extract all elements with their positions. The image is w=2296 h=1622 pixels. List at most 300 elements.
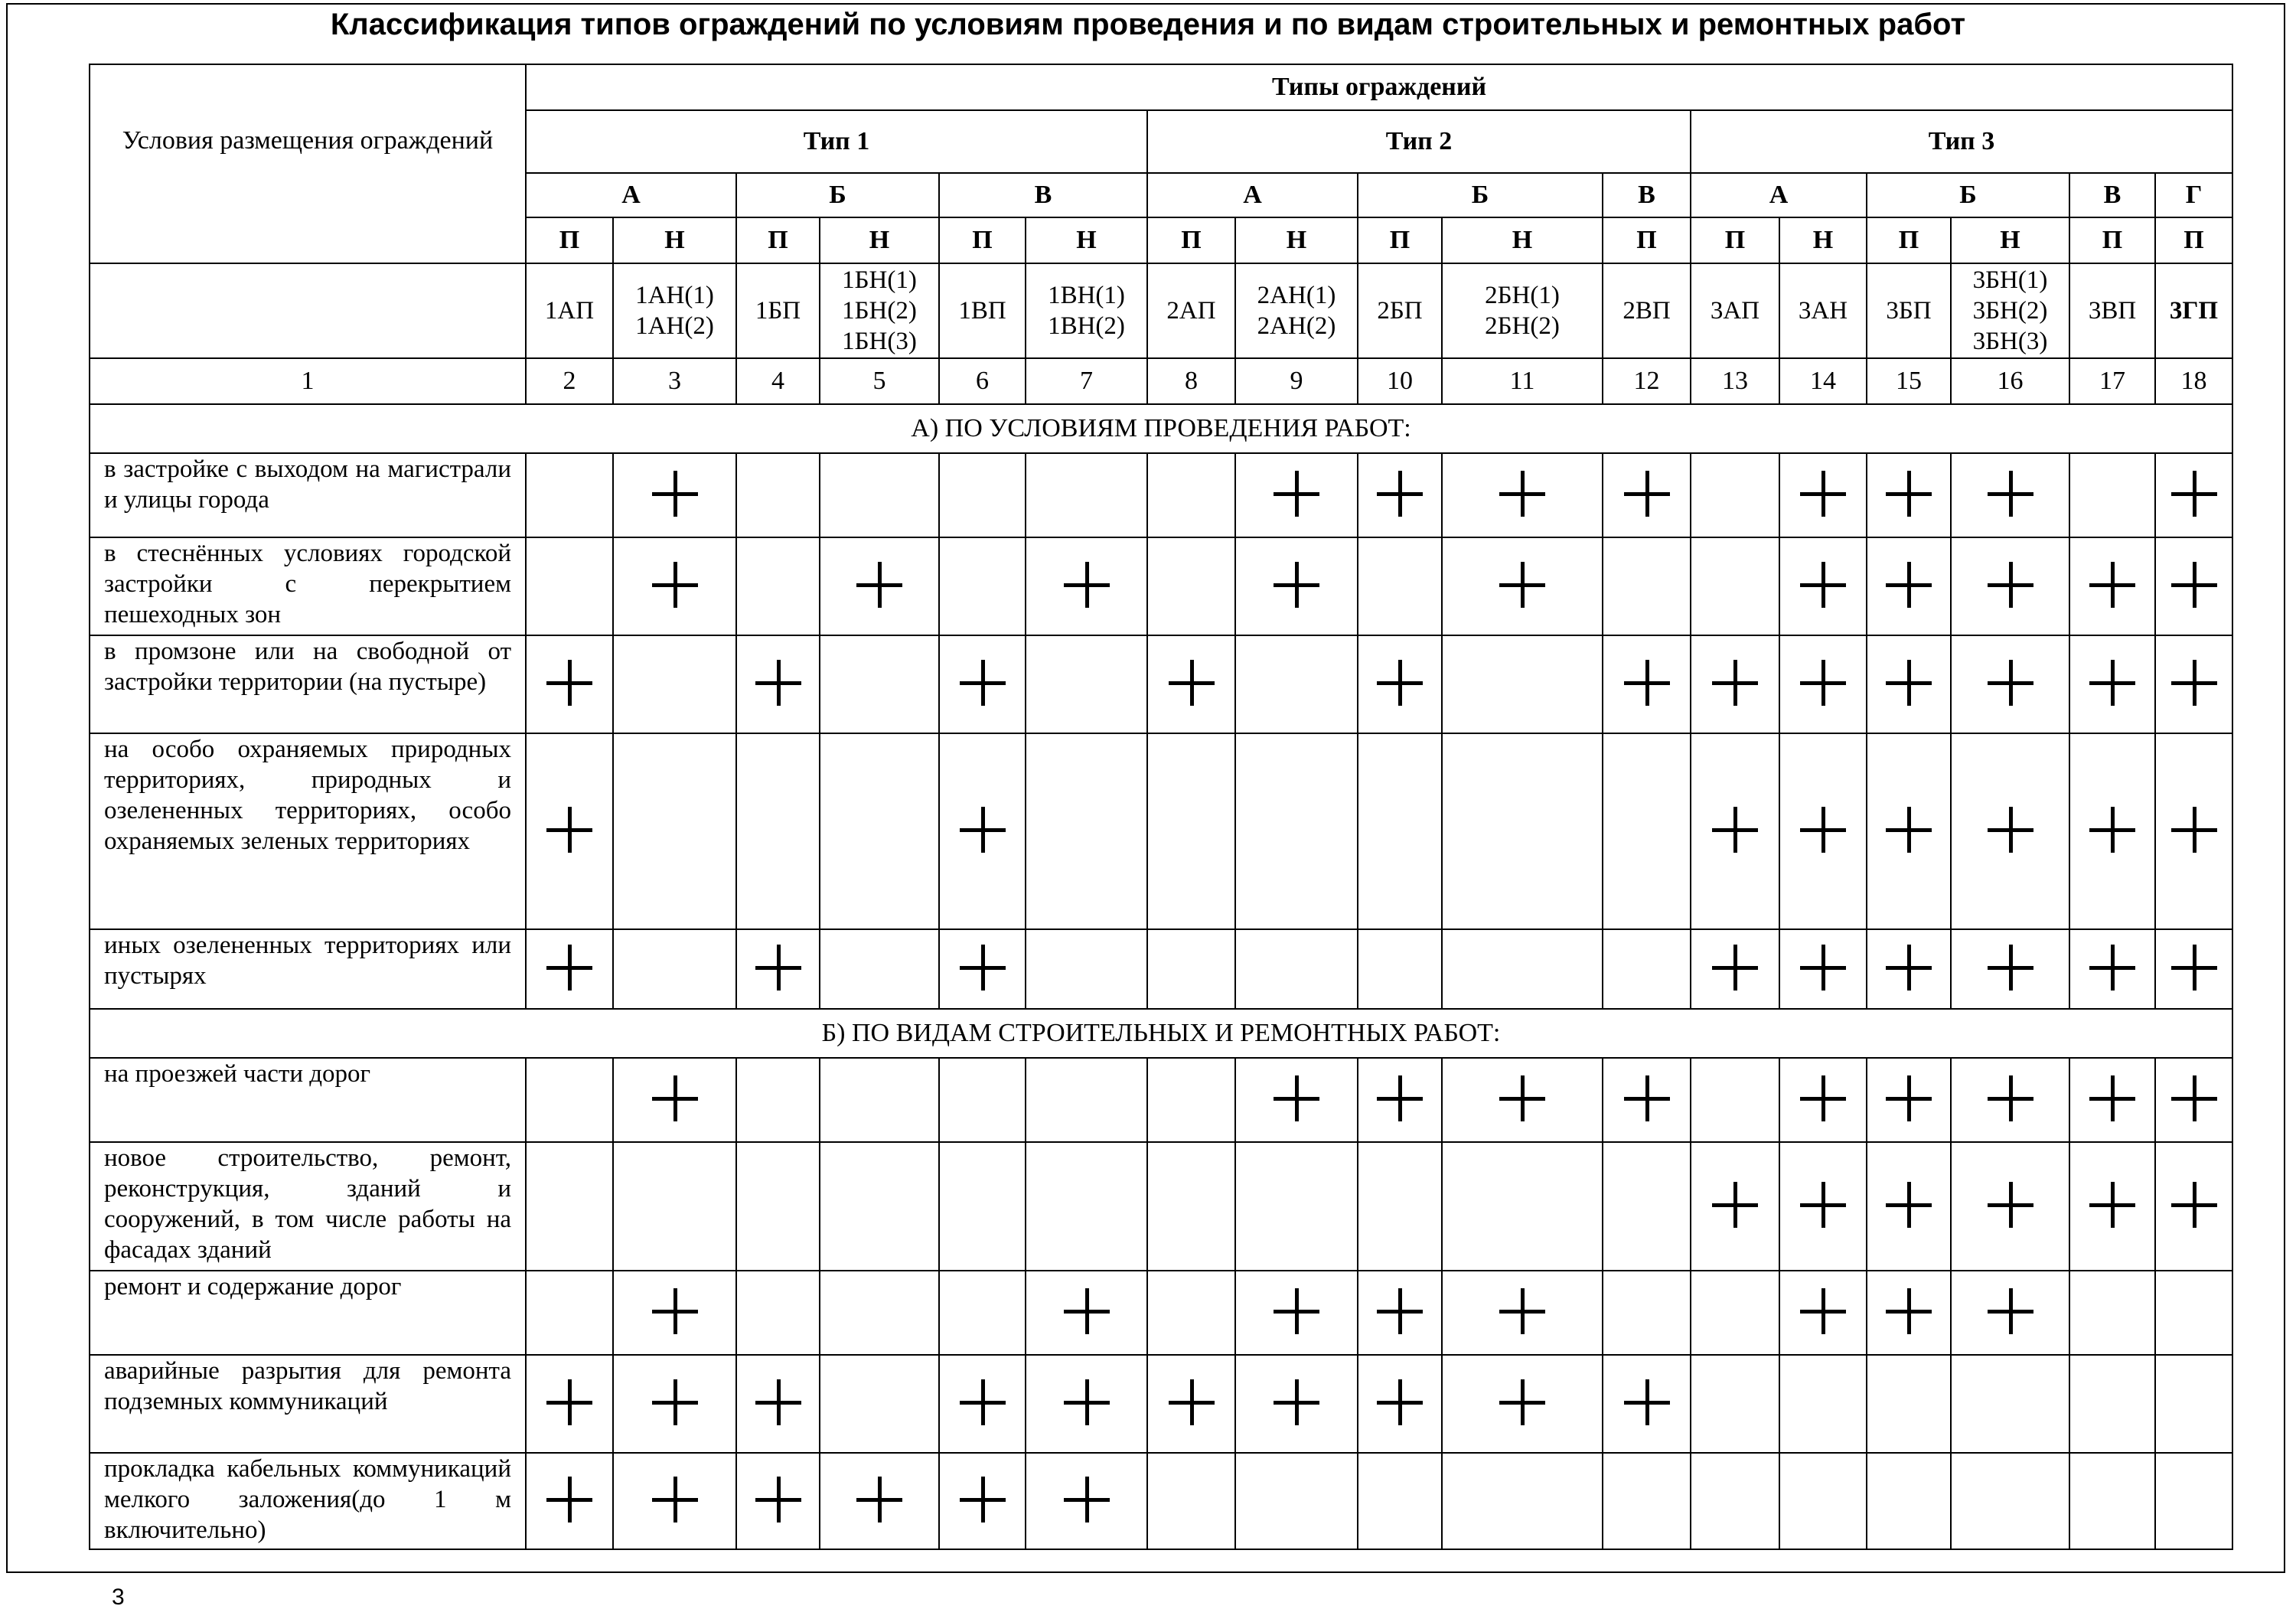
empty-cell [1603,1271,1691,1355]
plus-mark-cell [939,1355,1026,1453]
pn-header: П [1603,217,1691,263]
plus-mark-cell [2155,1058,2232,1142]
empty-cell [526,537,613,635]
plus-mark-cell [613,1453,736,1549]
column-number: 14 [1779,358,1867,404]
plus-icon [1712,660,1758,706]
plus-mark-cell [1691,929,1779,1009]
plus-mark-cell [2155,635,2232,733]
empty-cell [736,453,820,537]
plus-icon [755,660,801,706]
section-title: Б) ПО ВИДАМ СТРОИТЕЛЬНЫХ И РЕМОНТНЫХ РАБОТ: [90,1009,2232,1058]
plus-icon [1712,945,1758,990]
empty-cell [939,1142,1026,1271]
empty-cell [2155,1453,2232,1549]
pn-header: П [736,217,820,263]
plus-mark-cell [613,1058,736,1142]
plus-mark-cell [1951,929,2069,1009]
plus-icon [1064,1288,1110,1334]
plus-mark-cell [2155,929,2232,1009]
column-number: 8 [1147,358,1235,404]
plus-icon [1499,562,1545,608]
plus-mark-cell [820,537,939,635]
plus-icon [2089,807,2135,853]
table-row [90,929,2232,1009]
plus-mark-cell [736,929,820,1009]
empty-cell [1147,1058,1235,1142]
empty-cell [1867,1453,1951,1549]
column-number: 9 [1235,358,1358,404]
empty-cell [736,1142,820,1271]
empty-cell [2069,1453,2155,1549]
empty-cell [820,1058,939,1142]
empty-cell [1235,929,1358,1009]
empty-cell [820,929,939,1009]
subtype-1v: В [939,173,1147,217]
fence-code: 3БП [1867,263,1951,358]
pn-header: П [939,217,1026,263]
empty-cell [1691,453,1779,537]
fence-code: 2ВП [1603,263,1691,358]
table-row [90,537,2232,635]
empty-cell [1442,1453,1603,1549]
plus-icon [1377,1288,1423,1334]
plus-icon [1624,1075,1670,1121]
plus-icon [652,562,698,608]
plus-icon [1377,660,1423,706]
plus-mark-cell [613,1355,736,1453]
condition-label: на проезжей части дорог [90,1058,526,1142]
plus-mark-cell [1235,1058,1358,1142]
subtype-3g: Г [2155,173,2232,217]
empty-cell [2069,1271,2155,1355]
plus-icon [2171,807,2217,853]
empty-cell [2155,1271,2232,1355]
plus-mark-cell [1951,1271,2069,1355]
empty-cell [1691,1453,1779,1549]
plus-icon [1800,945,1846,990]
plus-icon [1064,1477,1110,1522]
plus-mark-cell [820,1453,939,1549]
empty-cell [2069,1355,2155,1453]
table-row [90,1453,2232,1549]
fence-code: 1БН(1) 1БН(2) 1БН(3) [820,263,939,358]
plus-icon [1886,1288,1932,1334]
column-number: 6 [939,358,1026,404]
plus-icon [1274,1379,1319,1425]
plus-icon [1800,660,1846,706]
pn-header: Н [1235,217,1358,263]
column-number: 12 [1603,358,1691,404]
plus-icon [1988,562,2033,608]
empty-cell [820,635,939,733]
plus-icon [1712,807,1758,853]
empty-cell [2069,453,2155,537]
plus-mark-cell [1358,1058,1442,1142]
empty-cell [1026,453,1147,537]
page-number: 3 [112,1584,125,1610]
empty-cell [1951,1453,2069,1549]
plus-mark-cell [1691,733,1779,929]
plus-icon [1274,1288,1319,1334]
empty-cell [1147,453,1235,537]
fence-code: 2АН(1) 2АН(2) [1235,263,1358,358]
plus-mark-cell [1235,537,1358,635]
plus-mark-cell [1779,635,1867,733]
type-3-header: Тип 3 [1691,110,2232,173]
plus-icon [960,1379,1006,1425]
table-row [90,1142,2232,1271]
empty-cell [1235,1453,1358,1549]
plus-icon [1064,1379,1110,1425]
plus-icon [1499,1379,1545,1425]
empty-cell [613,929,736,1009]
plus-mark-cell [1867,1142,1951,1271]
empty-cell [1358,537,1442,635]
empty-cell [820,1142,939,1271]
column-number: 5 [820,358,939,404]
plus-mark-cell [1867,453,1951,537]
plus-mark-cell [1867,1271,1951,1355]
plus-mark-cell [1358,1355,1442,1453]
plus-mark-cell [1026,1453,1147,1549]
empty-cell [1235,1142,1358,1271]
empty-cell [1235,733,1358,929]
pn-header: Н [820,217,939,263]
plus-mark-cell [526,635,613,733]
plus-mark-cell [1147,635,1235,733]
column-number: 2 [526,358,613,404]
plus-icon [2089,660,2135,706]
plus-mark-cell [2069,1142,2155,1271]
fence-code: 3АН [1779,263,1867,358]
plus-icon [1886,945,1932,990]
plus-mark-cell [1358,453,1442,537]
plus-icon [1800,807,1846,853]
fence-code: 1ВН(1) 1ВН(2) [1026,263,1147,358]
plus-icon [546,660,592,706]
plus-icon [2171,660,2217,706]
table-row [90,1271,2232,1355]
plus-icon [1988,945,2033,990]
plus-mark-cell [939,733,1026,929]
fence-code: 1ВП [939,263,1026,358]
empty-cell [526,1142,613,1271]
plus-icon [960,945,1006,990]
plus-icon [1499,1288,1545,1334]
plus-mark-cell [1603,1058,1691,1142]
plus-icon [1886,471,1932,517]
table-row [90,1355,2232,1453]
plus-mark-cell [1951,635,2069,733]
plus-icon [1988,1075,2033,1121]
plus-mark-cell [1691,1142,1779,1271]
plus-mark-cell [613,537,736,635]
pn-header: Н [1442,217,1603,263]
plus-mark-cell [1358,1271,1442,1355]
plus-mark-cell [1867,537,1951,635]
empty-cell [939,537,1026,635]
plus-icon [1886,660,1932,706]
empty-cell [1442,635,1603,733]
plus-icon [1886,562,1932,608]
column-number: 10 [1358,358,1442,404]
empty-cell [1147,1453,1235,1549]
empty-cell [1603,929,1691,1009]
plus-mark-cell [526,733,613,929]
empty-cell [1603,1142,1691,1271]
empty-cell [939,453,1026,537]
column-number: 3 [613,358,736,404]
plus-mark-cell [613,1271,736,1355]
empty-cell [1235,635,1358,733]
plus-icon [546,807,592,853]
empty-cell [1026,1142,1147,1271]
table-row [90,635,2232,733]
plus-icon [2171,1182,2217,1228]
empty-cell [2155,1355,2232,1453]
plus-icon [1886,1075,1932,1121]
pn-header: П [1147,217,1235,263]
column-number: 17 [2069,358,2155,404]
plus-icon [856,562,902,608]
empty-cell [1951,1355,2069,1453]
column-number: 18 [2155,358,2232,404]
empty-cell [1603,733,1691,929]
plus-icon [2171,562,2217,608]
empty-cell [1026,1058,1147,1142]
fence-code: 1АП [526,263,613,358]
plus-icon [1988,1182,2033,1228]
empty-cell [526,1271,613,1355]
empty-cell [1358,733,1442,929]
pn-header: Н [613,217,736,263]
classification-table [89,64,2233,1550]
plus-mark-cell [1779,537,1867,635]
subtype-2a: А [1147,173,1358,217]
empty-cell [1026,635,1147,733]
subtype-3v: В [2069,173,2155,217]
plus-mark-cell [1779,1271,1867,1355]
plus-mark-cell [2069,733,2155,929]
plus-mark-cell [1867,929,1951,1009]
pn-header: Н [1779,217,1867,263]
plus-mark-cell [1442,537,1603,635]
empty-cell [1779,1355,1867,1453]
plus-mark-cell [1235,1271,1358,1355]
code-cell-empty [90,263,526,358]
plus-mark-cell [526,1453,613,1549]
plus-icon [1800,1288,1846,1334]
subtype-2v: В [1603,173,1691,217]
plus-mark-cell [939,1453,1026,1549]
subtype-3b: Б [1867,173,2069,217]
plus-icon [1274,1075,1319,1121]
plus-mark-cell [736,1355,820,1453]
plus-icon [2171,945,2217,990]
plus-icon [1624,471,1670,517]
plus-mark-cell [1951,1142,2069,1271]
plus-icon [1499,1075,1545,1121]
column-number: 1 [90,358,526,404]
plus-icon [1377,1075,1423,1121]
plus-icon [1064,562,1110,608]
plus-mark-cell [2069,635,2155,733]
plus-mark-cell [2155,537,2232,635]
plus-mark-cell [1867,1058,1951,1142]
plus-mark-cell [736,1453,820,1549]
empty-cell [1442,733,1603,929]
pn-header: Н [1026,217,1147,263]
empty-cell [939,1271,1026,1355]
plus-icon [2089,1182,2135,1228]
type-2-header: Тип 2 [1147,110,1691,173]
subtype-1a: А [526,173,736,217]
plus-mark-cell [1235,1355,1358,1453]
plus-icon [1800,1182,1846,1228]
plus-mark-cell [1026,1271,1147,1355]
empty-cell [613,1142,736,1271]
plus-icon [2089,562,2135,608]
fence-code: 1БП [736,263,820,358]
empty-cell [1358,929,1442,1009]
table-row [90,733,2232,929]
plus-icon [960,660,1006,706]
plus-mark-cell [1867,635,1951,733]
plus-mark-cell [1026,1355,1147,1453]
subtype-2b: Б [1358,173,1603,217]
plus-mark-cell [1691,635,1779,733]
plus-icon [1377,471,1423,517]
plus-mark-cell [1235,453,1358,537]
plus-mark-cell [526,929,613,1009]
empty-cell [1691,1271,1779,1355]
pn-header: П [2155,217,2232,263]
empty-cell [736,1271,820,1355]
plus-icon [1800,1075,1846,1121]
table-row [90,453,2232,537]
plus-icon [1274,562,1319,608]
subtype-1b: Б [736,173,939,217]
empty-cell [613,635,736,733]
plus-icon [1800,471,1846,517]
empty-cell [1603,537,1691,635]
pn-header: П [2069,217,2155,263]
plus-mark-cell [1779,453,1867,537]
empty-cell [1147,929,1235,1009]
plus-mark-cell [1442,453,1603,537]
empty-cell [1779,1453,1867,1549]
plus-mark-cell [1951,537,2069,635]
plus-icon [755,1379,801,1425]
condition-label: в застройке с выходом на магистрали и улицы города [90,453,526,537]
plus-icon [2089,1075,2135,1121]
condition-label: аварийные разрытия для ремонта подземных коммуникаций [90,1355,526,1453]
empty-cell [526,1058,613,1142]
plus-mark-cell [2069,929,2155,1009]
column-number: 11 [1442,358,1603,404]
pn-header: П [526,217,613,263]
empty-cell [1147,537,1235,635]
empty-cell [1147,1271,1235,1355]
plus-icon [1886,1182,1932,1228]
plus-icon [652,471,698,517]
plus-mark-cell [1603,453,1691,537]
plus-mark-cell [939,635,1026,733]
condition-label: в промзоне или на свободной от застройки территории (на пустыре) [90,635,526,733]
subtype-3a: А [1691,173,1867,217]
conditions-header: Условия размещения ограждений [90,64,526,263]
plus-icon [2089,945,2135,990]
plus-mark-cell [736,635,820,733]
plus-icon [546,1477,592,1522]
empty-cell [1691,1058,1779,1142]
column-number: 16 [1951,358,2069,404]
empty-cell [1026,929,1147,1009]
plus-mark-cell [2155,1142,2232,1271]
plus-mark-cell [1603,635,1691,733]
empty-cell [613,733,736,929]
plus-icon [1886,807,1932,853]
plus-mark-cell [613,453,736,537]
page-title: Классификация типов ограждений по условиям проведения и по видам строительных и ремонтных работ [330,8,1966,41]
pn-header: Н [1951,217,2069,263]
plus-icon [1800,562,1846,608]
plus-icon [1712,1182,1758,1228]
empty-cell [1691,1355,1779,1453]
section-title: А) ПО УСЛОВИЯМ ПРОВЕДЕНИЯ РАБОТ: [90,404,2232,453]
empty-cell [736,733,820,929]
empty-cell [1147,1142,1235,1271]
plus-icon [652,1379,698,1425]
plus-icon [1274,471,1319,517]
empty-cell [820,453,939,537]
plus-mark-cell [2155,453,2232,537]
fence-code: 3АП [1691,263,1779,358]
plus-icon [1988,807,2033,853]
plus-mark-cell [1779,1058,1867,1142]
plus-icon [960,807,1006,853]
pn-header: П [1867,217,1951,263]
plus-icon [755,945,801,990]
plus-icon [1169,1379,1215,1425]
plus-mark-cell [1026,537,1147,635]
plus-mark-cell [1951,1058,2069,1142]
empty-cell [1442,1142,1603,1271]
plus-mark-cell [939,929,1026,1009]
plus-mark-cell [1867,733,1951,929]
plus-icon [755,1477,801,1522]
empty-cell [1358,1453,1442,1549]
condition-label: в стеснённых условиях городской застройки с перекрытием пешеходных зон [90,537,526,635]
condition-label: прокладка кабельных коммуникаций мелкого заложения(до 1 м включительно) [90,1453,526,1549]
empty-cell [820,1271,939,1355]
fence-code: 2БП [1358,263,1442,358]
type-1-header: Тип 1 [526,110,1147,173]
plus-mark-cell [1779,733,1867,929]
plus-icon [652,1075,698,1121]
fence-code: 3ГП [2155,263,2232,358]
fence-code: 2БН(1) 2БН(2) [1442,263,1603,358]
plus-icon [1988,471,2033,517]
plus-mark-cell [526,1355,613,1453]
plus-icon [1624,660,1670,706]
plus-icon [856,1477,902,1522]
empty-cell [820,733,939,929]
condition-label: на особо охраняемых природных территориях, природных и озелененных территориях, особо охраняемых зеленых территориях [90,733,526,929]
plus-icon [652,1477,698,1522]
empty-cell [1691,537,1779,635]
